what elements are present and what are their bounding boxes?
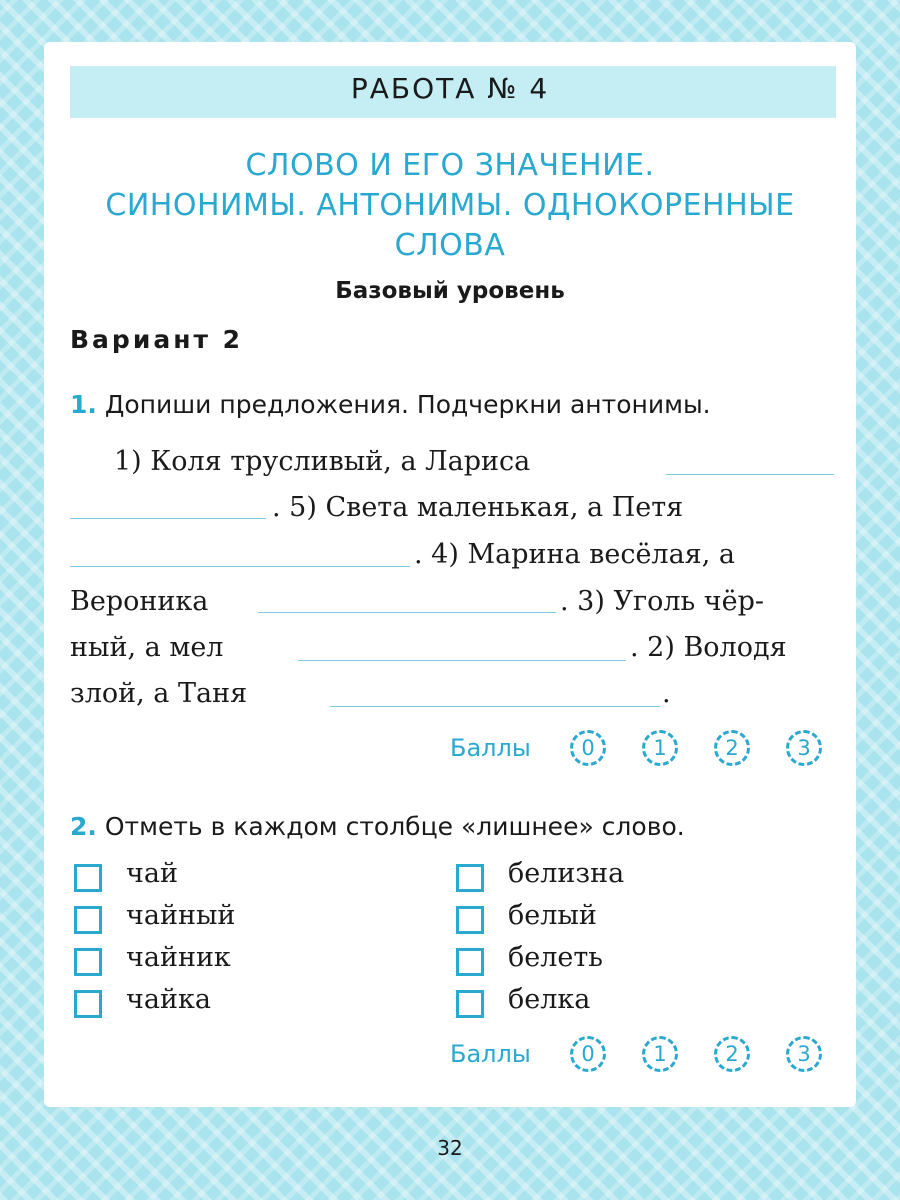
sentence-line-6: ный, а мел [70,632,224,663]
word-label: чай [126,858,178,889]
checkbox[interactable] [456,864,484,892]
answer-blank-1[interactable] [666,474,834,475]
score-2-option-1[interactable]: 1 [642,1036,678,1072]
topic-heading [60,146,840,266]
answer-blank-2[interactable] [70,518,266,519]
word-label: чайный [126,900,236,931]
task-2-instruction [70,812,685,841]
sentence-line-8: злой, а Таня [70,678,248,709]
score-1-option-0[interactable]: 0 [570,730,606,766]
score-1-option-2[interactable]: 2 [714,730,750,766]
answer-blank-6[interactable] [330,706,660,707]
topic-line-3: СЛОВА [394,228,506,263]
checkbox[interactable] [74,906,102,934]
task-2-number: 2. [70,812,97,841]
answer-blank-5[interactable] [298,660,626,661]
score-2-option-2[interactable]: 2 [714,1036,750,1072]
sentence-line-1: 1) Коля трусливый, а Лариса [114,446,531,477]
sentence-line-3: . 4) Марина весёлая, а [414,539,735,570]
sentence-line-7: . 2) Володя [630,632,787,663]
score-1-option-3[interactable]: 3 [786,730,822,766]
task-1-number: 1. [70,390,97,419]
word-label: белый [508,900,597,931]
score-2-option-3[interactable]: 3 [786,1036,822,1072]
checkbox[interactable] [74,948,102,976]
score-2-option-0[interactable]: 0 [570,1036,606,1072]
score-label-2: Баллы [450,1040,531,1068]
sentence-line-5: . 3) Уголь чёр- [560,586,765,617]
sentence-line-9: . [662,678,671,709]
word-label: чайка [126,984,211,1015]
task-2-text: Отметь в каждом столбце «лишнее» слово. [104,812,685,841]
word-label: белизна [508,858,625,889]
task-1-instruction [70,390,711,419]
checkbox[interactable] [74,864,102,892]
topic-line-2: СИНОНИМЫ. АНТОНИМЫ. ОДНОКОРЕННЫЕ [105,188,795,223]
checkbox[interactable] [74,990,102,1018]
word-label: чайник [126,942,231,973]
score-1-option-1[interactable]: 1 [642,730,678,766]
answer-blank-4[interactable] [258,612,556,613]
variant-heading: Вариант 2 [70,325,244,354]
word-label: белка [508,984,591,1015]
word-label: белеть [508,942,604,973]
checkbox[interactable] [456,906,484,934]
level-heading: Базовый уровень [335,278,565,304]
sentence-line-4: Вероника [70,586,209,617]
topic-line-1: СЛОВО И ЕГО ЗНАЧЕНИЕ. [245,148,655,183]
page-number: 32 [437,1136,463,1160]
sentence-line-2: . 5) Света маленькая, а Петя [272,492,684,523]
checkbox[interactable] [456,948,484,976]
checkbox[interactable] [456,990,484,1018]
answer-blank-3[interactable] [70,566,410,567]
work-title: РАБОТА № 4 [350,72,550,105]
score-label-1: Баллы [450,734,531,762]
task-1-text: Допиши предложения. Подчеркни антонимы. [104,390,711,419]
